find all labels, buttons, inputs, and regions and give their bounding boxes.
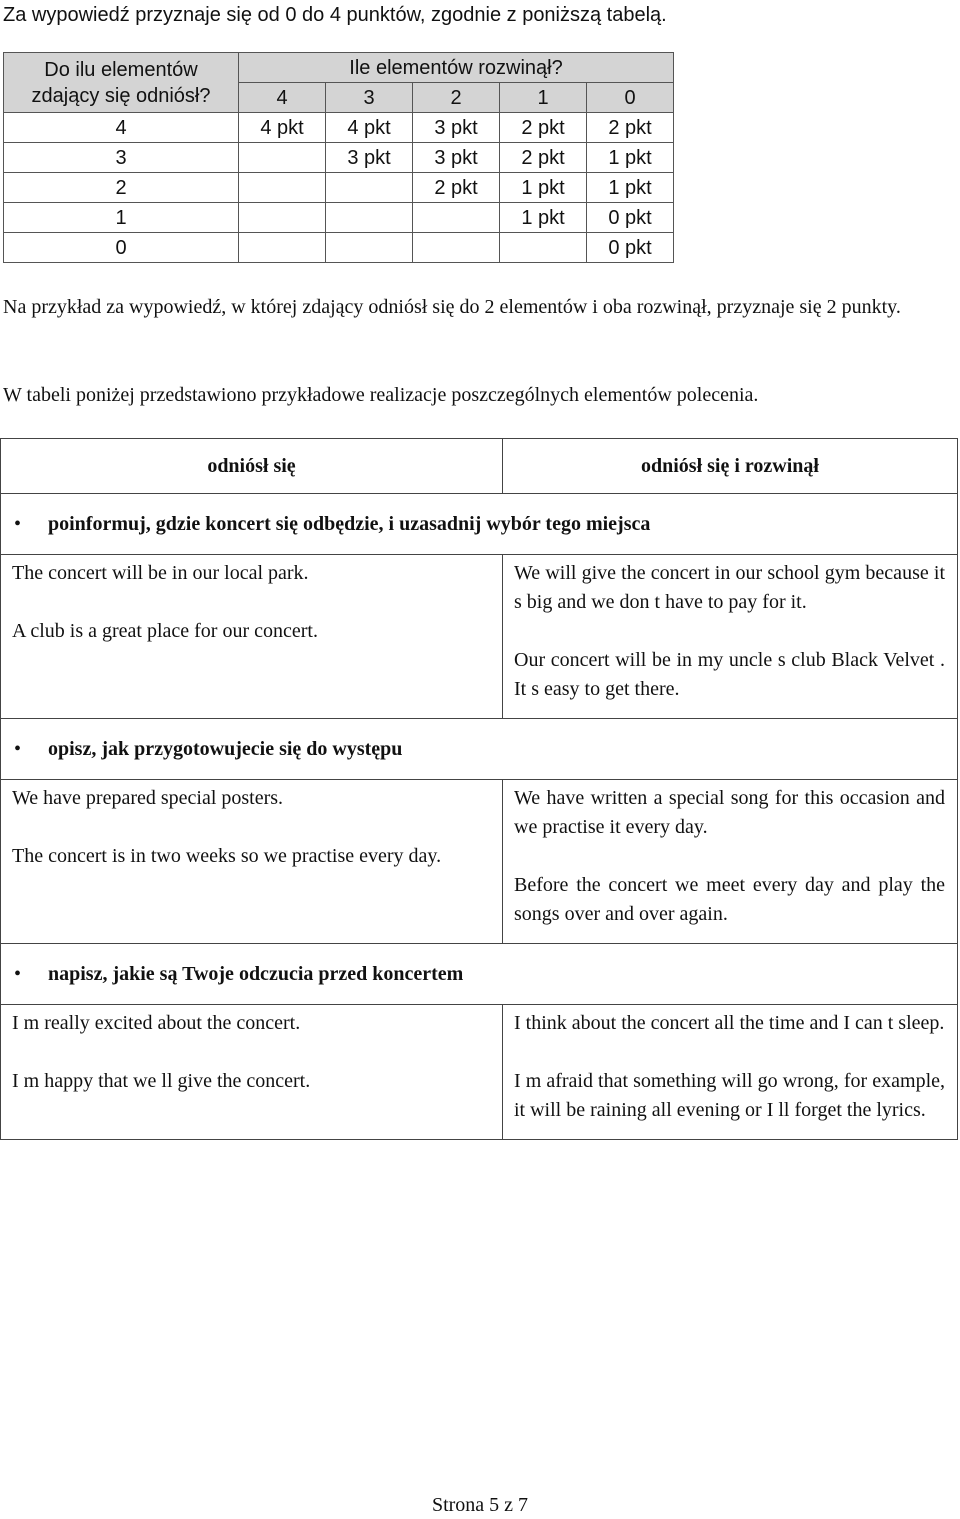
score-row xyxy=(4,173,674,203)
example-text: The concert is in two weeks so we practise every day. xyxy=(12,845,442,867)
intro-text: Za wypowiedź przyznaje się od 0 do 4 punktów, zgodnie z poniższą tabelą. xyxy=(3,4,667,26)
score-cell: 4 pkt xyxy=(326,113,413,143)
example-text: The concert will be in our local park. xyxy=(12,562,309,584)
example-text: We have prepared special posters. xyxy=(12,787,284,809)
score-cell: 2 pkt xyxy=(587,113,674,143)
example-cell-referred xyxy=(1,1005,503,1140)
example-cell-referred xyxy=(1,555,503,719)
row-label: 0 xyxy=(4,233,239,263)
score-cell xyxy=(326,173,413,203)
task-row xyxy=(1,719,958,780)
score-cell: 0 pkt xyxy=(587,203,674,233)
bullet-icon: • xyxy=(14,962,22,985)
header-referred: odniósł się xyxy=(1,439,503,494)
example-text: I m afraid that something will go wrong, for example, it will be raining all evening or I ll forget the lyrics. xyxy=(514,1070,945,1121)
score-row xyxy=(4,143,674,173)
score-cell xyxy=(239,143,326,173)
example-text: Before the concert we meet every day and play the songs over and over again. xyxy=(514,874,945,925)
example-text: We have written a special song for this occasion and we practise it every day. xyxy=(514,787,945,838)
score-cell: 3 pkt xyxy=(413,113,500,143)
score-cell xyxy=(239,203,326,233)
example-cell-developed xyxy=(503,555,958,719)
col-label: 0 xyxy=(587,83,674,113)
score-cell: 1 pkt xyxy=(500,203,587,233)
bullet-icon: • xyxy=(14,512,22,535)
task-row xyxy=(1,944,958,1005)
score-cell xyxy=(326,203,413,233)
score-cell xyxy=(239,233,326,263)
score-row xyxy=(4,203,674,233)
score-cell: 1 pkt xyxy=(500,173,587,203)
example-cell-developed xyxy=(503,780,958,944)
row-header-line2: zdający się odniósł? xyxy=(31,84,211,107)
col-label: 3 xyxy=(326,83,413,113)
examples-table xyxy=(0,438,958,1140)
example-text: A club is a great place for our concert. xyxy=(12,620,318,642)
row-label: 4 xyxy=(4,113,239,143)
score-cell: 3 pkt xyxy=(326,143,413,173)
score-cell xyxy=(239,173,326,203)
column-header: Ile elementów rozwinął? xyxy=(239,53,674,83)
example-text: I m really excited about the concert. xyxy=(12,1012,301,1034)
example-text: We will give the concert in our school gym because it s big and we don t have to pay for it. xyxy=(514,562,945,613)
bullet-icon: • xyxy=(14,737,22,760)
example-cell-referred xyxy=(1,780,503,944)
example-text: I m happy that we ll give the concert. xyxy=(12,1070,311,1092)
row-label: 1 xyxy=(4,203,239,233)
score-cell: 2 pkt xyxy=(413,173,500,203)
score-cell xyxy=(500,233,587,263)
row-header-line1: Do ilu elementów xyxy=(44,58,198,81)
example-cell-developed xyxy=(503,1005,958,1140)
score-cell: 3 pkt xyxy=(413,143,500,173)
example-paragraph: Na przykład za wypowiedź, w której zdający odniósł się do 2 elementów i oba rozwinął, przyznaje się 2 punkty. xyxy=(3,296,901,318)
score-row xyxy=(4,113,674,143)
task-row xyxy=(1,494,958,555)
score-cell: 0 pkt xyxy=(587,233,674,263)
score-cell xyxy=(413,233,500,263)
score-cell xyxy=(326,233,413,263)
scoring-table xyxy=(3,52,674,263)
score-cell: 1 pkt xyxy=(587,173,674,203)
col-label: 4 xyxy=(239,83,326,113)
page-number: Strona 5 z 7 xyxy=(431,1494,529,1516)
task-label: napisz, jakie są Twoje odczucia przed koncertem xyxy=(48,962,464,985)
row-label: 2 xyxy=(4,173,239,203)
score-cell: 1 pkt xyxy=(587,143,674,173)
score-cell: 2 pkt xyxy=(500,143,587,173)
col-label: 2 xyxy=(413,83,500,113)
example-text: Our concert will be in my uncle s club Black Velvet . It s easy to get there. xyxy=(514,649,945,700)
score-cell: 4 pkt xyxy=(239,113,326,143)
score-cell: 2 pkt xyxy=(500,113,587,143)
header-referred-and-developed: odniósł się i rozwinął xyxy=(503,439,958,494)
task-label: opisz, jak przygotowujecie się do występu xyxy=(48,737,403,760)
score-row xyxy=(4,233,674,263)
score-cell xyxy=(413,203,500,233)
col-label: 1 xyxy=(500,83,587,113)
description-paragraph: W tabeli poniżej przedstawiono przykładowe realizacje poszczególnych elementów polecenia. xyxy=(3,384,759,406)
task-label: poinformuj, gdzie koncert się odbędzie, i uzasadnij wybór tego miejsca xyxy=(48,512,651,535)
row-label: 3 xyxy=(4,143,239,173)
example-text: I think about the concert all the time and I can t sleep. xyxy=(514,1012,945,1034)
row-header xyxy=(4,53,239,113)
